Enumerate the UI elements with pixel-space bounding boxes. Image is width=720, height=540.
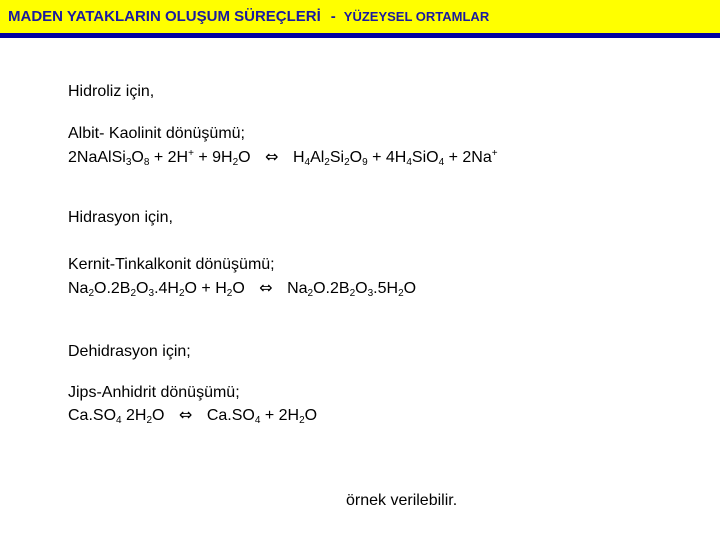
dehydration-equation: $Ca.SO_4$ $2H_2O$ ⇔ $Ca.SO_4 + 2H_2O$ [68,405,318,426]
dehydration-heading: Dehidrasyon için; [68,343,191,360]
title-main: MADEN YATAKLARIN OLUŞUM SÜREÇLERİ [8,8,321,25]
reversible-arrow-icon: ⇔ [265,147,279,166]
title-subtitle: YÜZEYSEL ORTAMLAR [343,9,490,24]
title-bar [0,0,720,38]
hydration-heading: Hidrasyon için, [68,209,173,226]
hydrolysis-heading: Hidroliz için, [68,83,155,100]
reversible-arrow-icon: ⇔ [259,278,273,297]
page-title [8,8,489,25]
dehydration-example-title: Jips-Anhidrit dönüşümü; [68,384,240,401]
hydrolysis-equation: $2NaAlSi_3O_8 + 2H^+ + 9H_2O$ ⇔ $H_4Al_2Si_2O_9 + 4H_4SiO_4 + 2Na^+$ [68,147,498,168]
hydration-equation: $Na_2O.2B_2O_3.4H_2O + H_2O$ ⇔ $Na_2O.2B_2O_3.5H_2O$ [68,278,417,299]
hydrolysis-example-title: Albit- Kaolinit dönüşümü; [68,125,245,142]
hydration-example-title: Kernit-Tinkalkonit dönüşümü; [68,256,275,273]
title-separator: - [330,8,336,25]
reversible-arrow-icon: ⇔ [178,405,193,424]
footer-note: örnek verilebilir. [346,492,458,509]
